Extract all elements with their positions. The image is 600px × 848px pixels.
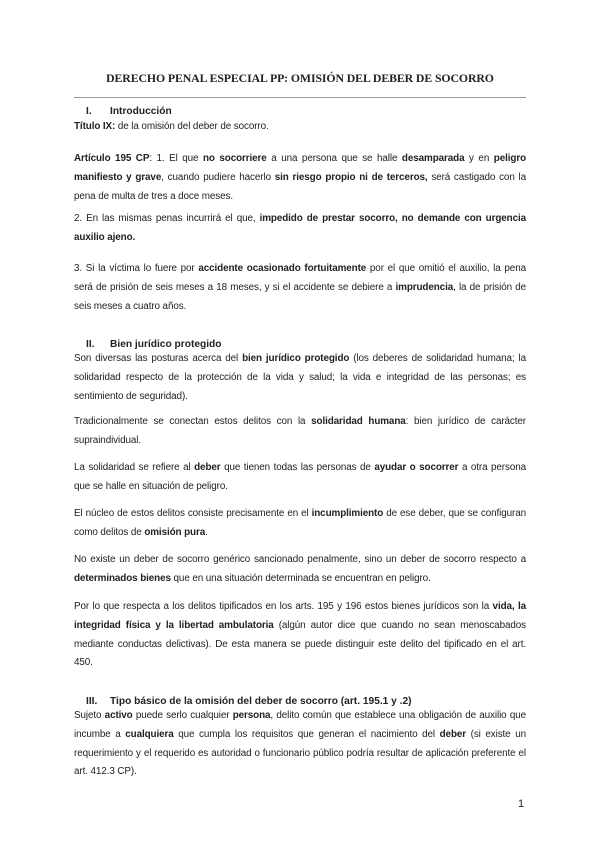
tipo-basico-paragraph-1 xyxy=(74,707,526,782)
text: : 1. El que xyxy=(149,153,203,164)
text: : bien jurídico de carácter supraindividual. xyxy=(74,416,526,446)
section-number: III. xyxy=(86,696,98,707)
text: La solidaridad se refiere al xyxy=(74,462,195,473)
section-heading-introduccion xyxy=(86,106,172,117)
text: será castigado con la pena de multa de tres a doce meses. xyxy=(74,171,526,202)
bold-text: determinados bienes xyxy=(74,572,171,584)
section-title: Bien jurídico protegido xyxy=(110,339,222,350)
document-title: DERECHO PENAL ESPECIAL PP: OMISIÓN DEL DEBER DE SOCORRO xyxy=(106,71,494,85)
text: , la de prisión de seis meses a cuatro años. xyxy=(74,281,526,312)
text: a otra persona que se halle en situación de peligro. xyxy=(74,462,527,492)
bold-text: desamparada xyxy=(401,153,465,164)
bold-text: bien jurídico protegido xyxy=(242,353,350,364)
text: Sujeto xyxy=(74,710,105,721)
bold-text: cualquiera xyxy=(125,728,174,740)
text: y en xyxy=(464,153,494,164)
text: (si existe un requerimiento y el requerido es autoridad o funcionario público podría resultar de aplicación preferente el art. 412.3 CP). xyxy=(74,728,526,778)
bien-juridico-paragraph-4 xyxy=(74,505,526,543)
section-heading-tipo-basico xyxy=(86,696,412,707)
text: por el que omitió el auxilio, la pena será de prisión de seis meses a 18 meses, y si el accidente se debiere a xyxy=(74,263,526,293)
text: , cuando pudiere hacerlo xyxy=(161,171,275,183)
bold-text: incumplimiento xyxy=(311,508,384,519)
bold-text: activo xyxy=(104,710,133,721)
bold-text: deber xyxy=(439,728,467,740)
text: 3. Si la víctima lo fuere por xyxy=(74,263,199,274)
text: que en una situación determinada se encuentran en peligro. xyxy=(170,572,431,584)
bold-text: Artículo 195 CP xyxy=(74,153,150,164)
bold-text: imprudencia xyxy=(395,281,454,293)
titulo-paragraph xyxy=(74,118,526,137)
section-number: II. xyxy=(86,339,95,350)
text: que cumpla los requisitos que generan el nacimiento del xyxy=(173,728,440,740)
bold-text: peligro manifiesto y grave xyxy=(74,153,526,183)
text: No existe un deber de socorro genérico sancionado penalmente, sino un deber de socorro respecto a xyxy=(74,554,526,565)
title-divider xyxy=(74,97,526,98)
text: . xyxy=(205,526,208,538)
text: Por lo que respecta a los delitos tipificados en los arts. 195 y 196 estos bienes jurídicos son la xyxy=(74,601,493,612)
text: Tradicionalmente se conectan estos delitos con la xyxy=(74,416,312,427)
bold-text: accidente ocasionado fortuitamente xyxy=(198,263,367,274)
bold-text: ayudar o socorrer xyxy=(374,462,459,473)
page-number: 1 xyxy=(518,798,525,810)
text: (algún autor dice que cuando no sean menoscabados mediante conductas delictivas). De esta manera se puede distinguir este delito del tipificado en el art. 450. xyxy=(74,619,526,669)
text: de la omisión del deber de socorro. xyxy=(115,121,269,132)
section-heading-bien-juridico xyxy=(86,339,222,350)
section-number: I. xyxy=(86,106,92,117)
text: El núcleo de estos delitos consiste precisamente en el xyxy=(74,508,312,519)
section-title: Tipo básico de la omisión del deber de socorro (art. 195.1 y .2) xyxy=(110,696,412,707)
bien-juridico-paragraph-3 xyxy=(74,459,526,497)
bien-juridico-paragraph-6 xyxy=(74,598,526,673)
text: a una persona que se halle xyxy=(266,153,402,164)
article-195-paragraph-2 xyxy=(74,210,526,248)
bold-text: omisión pura xyxy=(144,526,206,538)
bold-text: sin riesgo propio ni de terceros, xyxy=(274,171,428,183)
bold-text: Título IX: xyxy=(74,121,116,132)
bold-text: persona xyxy=(232,710,271,721)
bold-text: deber xyxy=(194,462,221,473)
text: Son diversas las posturas acerca del xyxy=(74,353,243,364)
bien-juridico-paragraph-5 xyxy=(74,551,526,589)
text: 2. En las mismas penas incurrirá el que, xyxy=(74,213,260,224)
text: (los deberes de solidaridad humana; la solidaridad respecto de la protección de la vida y salud; la vida e integridad de las personas; es sentimiento de seguridad). xyxy=(74,353,526,402)
article-195-paragraph-1 xyxy=(74,150,526,206)
text: que tienen todas las personas de xyxy=(220,462,375,473)
bold-text: solidaridad humana xyxy=(311,416,406,427)
bien-juridico-paragraph-2 xyxy=(74,413,526,451)
bold-text: vida, la integridad física y la libertad ambulatoria xyxy=(74,601,526,631)
text: puede serlo cualquier xyxy=(132,710,233,721)
bold-text: impedido de prestar socorro, no demande con urgencia auxilio ajeno. xyxy=(74,213,526,243)
article-195-paragraph-3 xyxy=(74,260,526,316)
text: de ese deber, que se configuran como delitos de xyxy=(74,508,526,538)
section-title: Introducción xyxy=(110,106,172,117)
bien-juridico-paragraph-1 xyxy=(74,350,526,406)
text: , delito común que establece una obligación de auxilio que incumbe a xyxy=(74,710,526,740)
bold-text: no socorriere xyxy=(202,153,267,164)
